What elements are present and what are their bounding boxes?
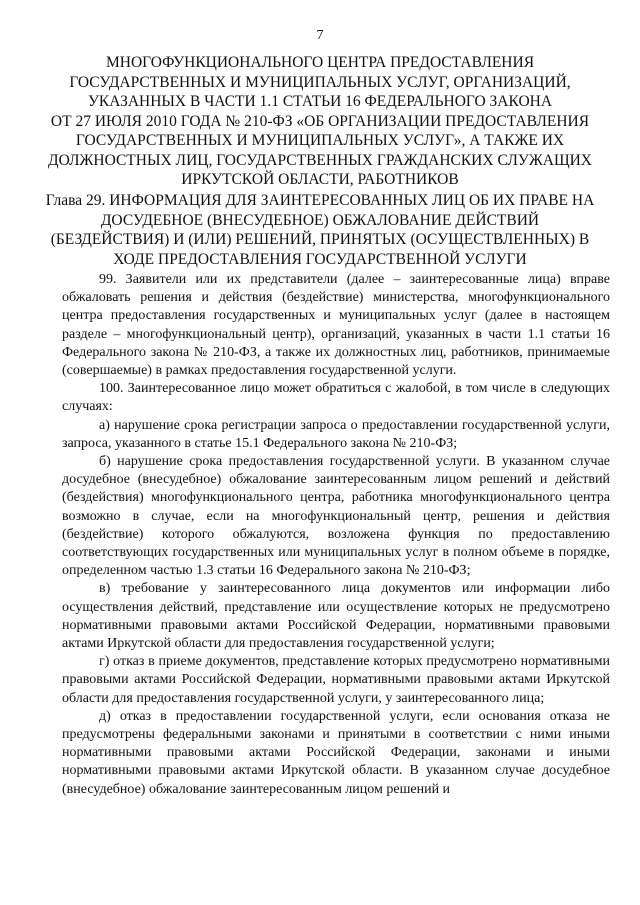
chapter-heading-line: ХОДЕ ПРЕДОСТАВЛЕНИЯ ГОСУДАРСТВЕННОЙ УСЛУГИ — [113, 250, 527, 268]
heading-line: ГОСУДАРСТВЕННЫХ И МУНИЦИПАЛЬНЫХ УСЛУГ», А ТАКЖЕ ИХ — [75, 132, 565, 149]
heading-line: ОТ 27 ИЮЛЯ 2010 ГОДА № 210-ФЗ «ОБ ОРГАНИЗАЦИИ ПРЕДОСТАВЛЕНИЯ — [50, 112, 590, 130]
paragraph-item-d: д) отказ в предоставлении государственной услуги, если основания отказа не предусмотрены федеральными законами и принятыми в соответствии с ними иными нормативными правовыми актами Российской Федерации, законами и иными нормативными правовыми актами Иркутской области. В указанном случае досудебное (внесудебное) обжалование заинтересованным лицом решений и — [62, 708, 610, 797]
chapter-heading — [30, 191, 610, 269]
heading-line: ГОСУДАРСТВЕННЫХ И МУНИЦИПАЛЬНЫХ УСЛУГ, ОРГАНИЗАЦИЙ, — [69, 73, 571, 91]
paragraph-99: 99. Заявители или их представители (далее – заинтересованные лица) вправе обжаловать решения и действия (бездействие) министерства, многофункционального центра предоставления государственных и муниципальных услуг (далее в настоящем разделе – многофункциональный центр), организаций, указанных в части 1.1 статьи 16 Федерального закона № 210-ФЗ, а также их должностных лиц, работников, принимаемые (совершаемые) в рамках предоставления государственной услуги. — [62, 272, 610, 379]
page-number: 7 — [316, 28, 324, 43]
heading-line: УКАЗАННЫХ В ЧАСТИ 1.1 СТАТЬИ 16 ФЕДЕРАЛЬНОГО ЗАКОНА — [87, 93, 553, 110]
section-heading — [30, 53, 610, 190]
paragraph-100: 100. Заинтересованное лицо может обратиться с жалобой, в том числе в следующих случаях: — [62, 381, 610, 415]
paragraph-item-b: б) нарушение срока предоставления государственной услуги. В указанном случае досудебное (внесудебное) обжалование заинтересованным лицом решений и действий (бездействия) многофункционального центра, работника многофункционального центра возможно в случае, если на многофункциональный центр, решения и действия (бездействие) которого обжалуются, возложена функция по предоставлению соответствующих государственных или муниципальных услуг в полном объеме в порядке, определенном частью 1.3 статьи 16 Федерального закона № 210-ФЗ; — [62, 454, 610, 579]
heading-line: ДОЛЖНОСТНЫХ ЛИЦ, ГОСУДАРСТВЕННЫХ ГРАЖДАНСКИХ СЛУЖАЩИХ — [48, 151, 592, 169]
paragraph-item-a: а) нарушение срока регистрации запроса о предоставлении государственной услуги, запроса, указанного в статье 15.1 Федерального закона № 210-ФЗ; — [62, 417, 610, 451]
document-body — [62, 271, 610, 799]
heading-line: МНОГОФУНКЦИОНАЛЬНОГО ЦЕНТРА ПРЕДОСТАВЛЕНИЯ — [105, 54, 535, 71]
chapter-heading-line: Глава 29. ИНФОРМАЦИЯ ДЛЯ ЗАИНТЕРЕСОВАННЫХ ЛИЦ ОБ ИХ ПРАВЕ НА — [45, 192, 595, 209]
paragraph-item-v: в) требование у заинтересованного лица документов или информации либо осуществления действий, представление или осуществление которых не предусмотрено нормативными правовыми актами Российской Федерации, нормативными правовыми актами Иркутской области для предоставления государственной услуги; — [62, 581, 610, 652]
heading-line: ИРКУТСКОЙ ОБЛАСТИ, РАБОТНИКОВ — [181, 171, 459, 188]
chapter-heading-line: ДОСУДЕБНОЕ (ВНЕСУДЕБНОЕ) ОБЖАЛОВАНИЕ ДЕЙСТВИЙ — [100, 211, 540, 229]
chapter-heading-line: (БЕЗДЕЙСТВИЯ) И (ИЛИ) РЕШЕНИЙ, ПРИНЯТЫХ (ОСУЩЕСТВЛЕННЫХ) В — [50, 231, 590, 248]
paragraph-item-g: г) отказ в приеме документов, представление которых предусмотрено нормативными правовыми актами Российской Федерации, нормативными правовыми актами Иркутской области для предоставления государственной услуги, у заинтересованного лица; — [62, 654, 610, 706]
